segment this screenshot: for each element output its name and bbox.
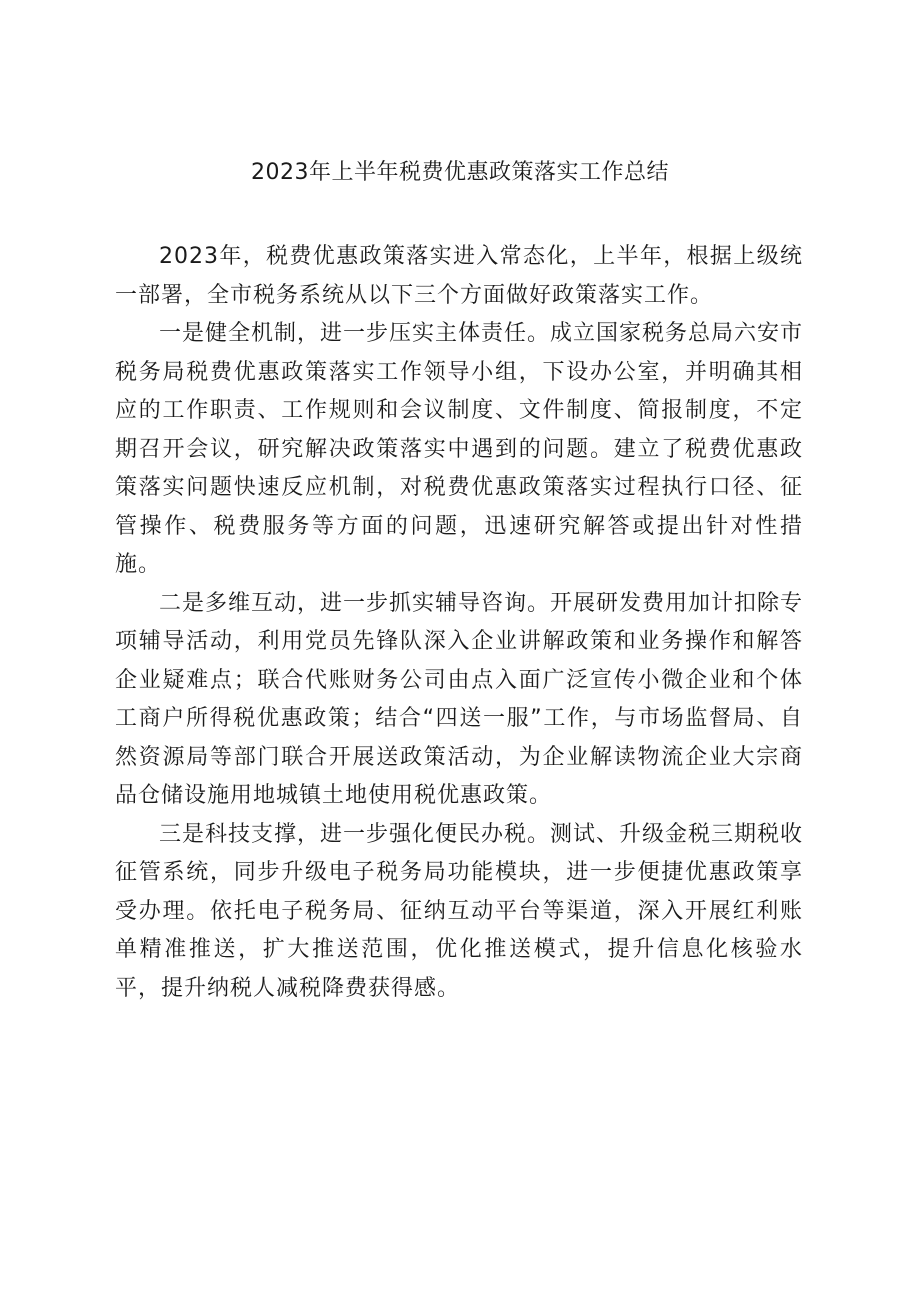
document-title: 2023年上半年税费优惠政策落实工作总结 [251, 160, 669, 185]
paragraph-mechanism: 一是健全机制，进一步压实主体责任。成立国家税务总局六安市税务局税费优惠政策落实工作领导小组，下设办公室，并明确其相应的工作职责、工作规则和会议制度、文件制度、简报制度，不定期召开会议，研究解决政策落实中遇到的问题。建立了税费优惠政策落实问题快速反应机制，对税费优惠政策落实过程执行口径、征管操作、税费服务等方面的问题，迅速研究解答或提出针对性措施。 [115, 321, 804, 577]
paragraph-intro: 2023年，税费优惠政策落实进入常态化，上半年，根据上级统一部署，全市税务系统从以下三个方面做好政策落实工作。 [115, 244, 803, 308]
paragraph-interaction: 二是多维互动，进一步抓实辅导咨询。开展研发费用加计扣除专项辅导活动，利用党员先锋队深入企业讲解政策和业务操作和解答企业疑难点；联合代账财务公司由点入面广泛宣传小微企业和个体工商户所得税优惠政策；结合“四送一服”工作，与市场监督局、自然资源局等部门联合开展送政策活动，为企业解读物流企业大宗商品仓储设施用地城镇土地使用税优惠政策。 [115, 590, 804, 808]
document-body [115, 238, 803, 1008]
paragraph-technology: 三是科技支撑，进一步强化便民办税。测试、升级金税三期税收征管系统，同步升级电子税务局功能模块，进一步便捷优惠政策享受办理。依托电子税务局、征纳互动平台等渠道，深入开展红利账单精准推送，扩大推送范围，优化推送模式，提升信息化核验水平，提升纳税人减税降费获得感。 [115, 821, 804, 1001]
